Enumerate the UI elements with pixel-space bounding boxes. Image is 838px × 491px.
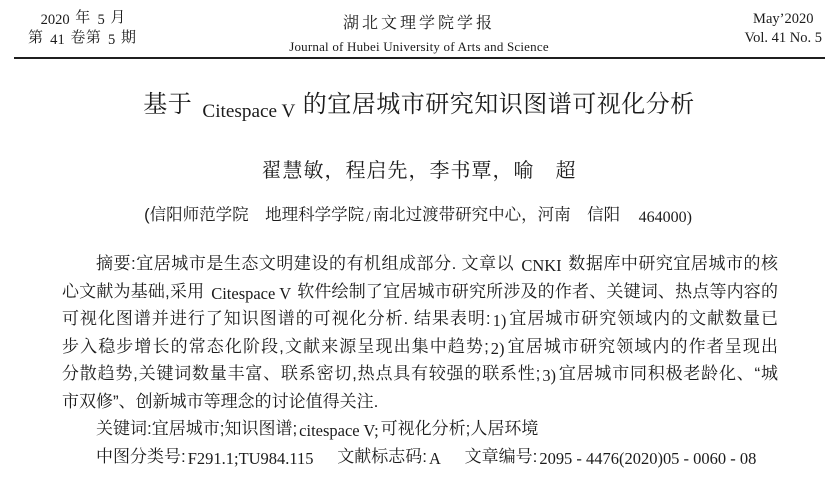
journal-title-cn: 湖北文理学院学报 — [342, 15, 495, 32]
latin-text: 464000) — [638, 209, 692, 226]
latin-text: 5 — [108, 32, 119, 48]
latin-text: 1) — [492, 311, 507, 330]
abstract-line: 心文献为基础,采用 Citespace V 软件绘制了宜居城市研究所涉及的作者、关键词、热点等内容的 — [62, 281, 778, 303]
latin-text: F291.1;TU984.115 — [187, 448, 314, 468]
latin-text: 3) — [542, 366, 557, 385]
affiliation: (信阳师范学院 地理科学学院 / 南北过渡带研究中心，河南 信阳 464000) — [144, 206, 692, 226]
latin-text: Citespace V — [202, 101, 300, 122]
latin-text: 2) — [490, 338, 505, 358]
latin-text: A — [428, 448, 441, 468]
issue-date-cn: 2020 年 5 月 — [40, 9, 126, 28]
latin-text: 41 — [50, 32, 69, 48]
issue-volume-cn: 第 41 卷第 5 期 — [28, 29, 137, 48]
abstract-line: 可视化图谱并进行了知识图谱的可视化分析. 结果表明: 1) 宜居城市研究领域内的文献数量已 — [62, 309, 779, 330]
masthead-issue-en — [745, 10, 822, 48]
author-list: 翟慧敏，程启先，李书覃，喻 超 — [261, 160, 577, 182]
abstract-line: 步入稳步增长的常态化阶段,文献来源呈现出集中趋势; 2) 宜居城市研究领域内的作者呈现出 — [62, 336, 778, 358]
abstract-line: 市双修”、创新城市等理念的讨论值得关注. — [62, 391, 379, 411]
latin-text: 2020 — [40, 12, 74, 28]
latin-text: 2095 - 4476(2020)05 - 0060 - 08 — [539, 448, 757, 468]
abstract-line: 摘要:宜居城市是生态文明建设的有机组成部分. 文章以 CNKI 数据库中研究宜居城市的核 — [96, 254, 778, 275]
latin-text: Citespace V — [211, 283, 296, 303]
latin-text: CNKI — [521, 256, 567, 275]
journal-title-en: Journal of Hubei University of Arts and Science — [289, 39, 549, 54]
issue-volume-en: Vol. 41 No. 5 — [744, 30, 822, 46]
abstract-line: 分散趋势,关键词数量丰富、联系密切,热点具有较强的联系性; 3) 宜居城市同积极老龄化、“城 — [62, 364, 778, 385]
latin-text: citespace V; — [299, 421, 379, 440]
article-title: 基于 $_{Citespace V}$ 的宜居城市研究知识图谱可视化分析 — [143, 91, 695, 122]
front-matter — [62, 250, 778, 470]
issue-date-en: May’2020 — [753, 11, 814, 27]
masthead-journal — [0, 10, 838, 55]
latin-text: / — [366, 209, 371, 226]
classification-line: 中图分类号: F291.1;TU984.115 文献标志码: A 文章编号: 2095 - 4476(2020)05 - 0060 - 08 — [96, 446, 757, 468]
masthead-divider — [14, 57, 825, 59]
keywords-line: 关键词:宜居城市;知识图谱; citespace V; 可视化分析;人居环境 — [96, 419, 539, 440]
latin-text: 5 — [97, 12, 109, 28]
